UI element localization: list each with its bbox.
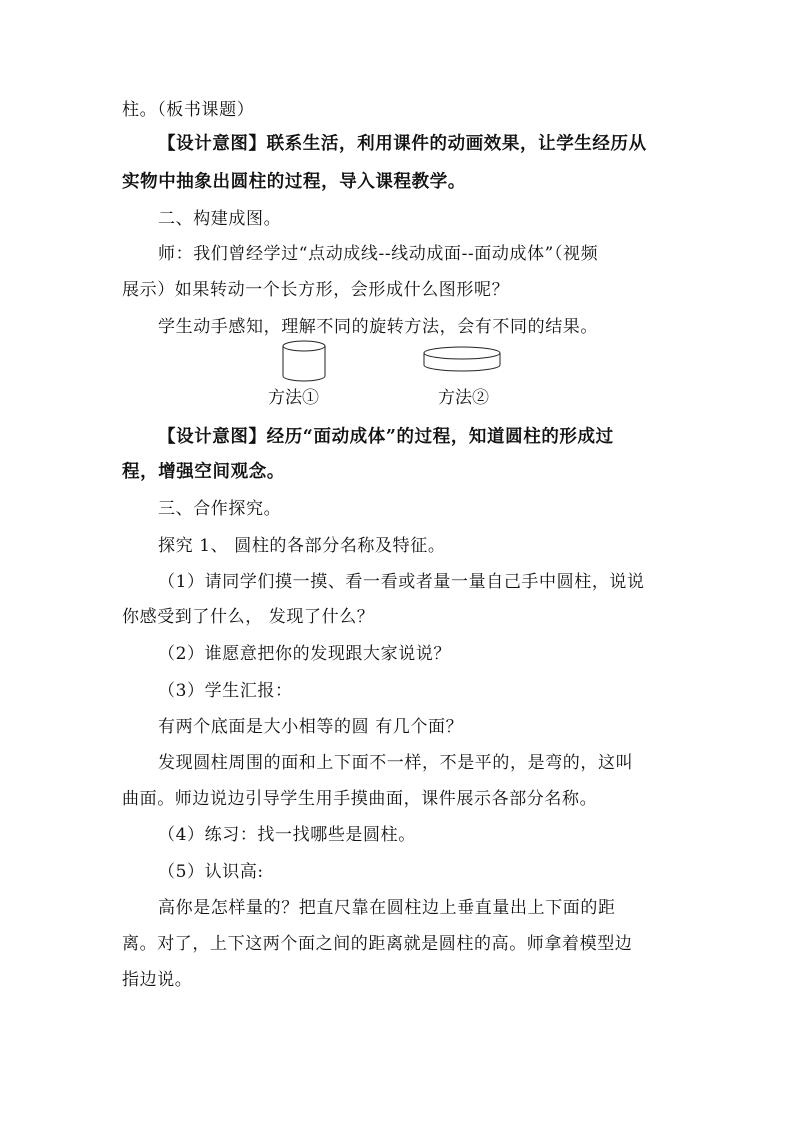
section-heading-2: 二、构建成图。	[158, 209, 282, 229]
design-intent-1: 【设计意图】联系生活，利用课件的动画效果，让学生经历从	[158, 134, 647, 154]
text-line-students: 学生动手感知，理解不同的旋转方法，会有不同的结果。	[158, 317, 598, 337]
design-intent-1-cont: 实物中抽象出圆柱的过程，导入课程教学。	[122, 172, 466, 192]
method-1-label: 方法①	[268, 388, 319, 408]
text-line-question: 展示）如果转动一个长方形，会形成什么图形呢？	[122, 280, 510, 300]
text-line-teacher: 师：我们曾经学过“点动成线--线动成面--面动成体”（视频	[158, 244, 599, 264]
step-4: （4）练习：找一找哪些是圆柱。	[158, 825, 416, 845]
cylinder-figure-method-1	[280, 338, 330, 386]
step-2: （2）谁愿意把你的发现跟大家说说？	[158, 644, 452, 664]
design-intent-2: 【设计意图】经历“面动成体”的过程，知道圆柱的形成过	[158, 427, 614, 447]
section-heading-3: 三、合作探究。	[158, 499, 282, 519]
step-1-cont: 你感受到了什么， 发现了什么？	[122, 607, 375, 627]
step-5-detail-cont: 离。对了，上下这两个面之间的距离就是圆柱的高。师拿着模型边	[122, 934, 633, 954]
text-line-1: 柱。（板书课题）	[122, 100, 255, 120]
explore-1-title: 探究 1、 圆柱的各部分名称及特征。	[158, 536, 446, 556]
step-1: （1）请同学们摸一摸、看一看或者量一量自己手中圆柱，说说	[158, 572, 645, 592]
step-3: （3）学生汇报：	[158, 681, 293, 701]
method-2-label: 方法②	[438, 388, 489, 408]
step-3-detail-2-cont: 曲面。师边说边引导学生用手摸曲面，课件展示各部分名称。	[122, 789, 598, 809]
step-5-detail: 高你是怎样量的？把直尺靠在圆柱边上垂直量出上下面的距	[158, 898, 616, 918]
cylinder-figure-method-2	[420, 345, 504, 377]
step-5-detail-end: 指边说。	[122, 970, 193, 990]
step-3-detail-1: 有两个底面是大小相等的圆 有几个面？	[158, 717, 464, 737]
step-5: （5）认识高:	[158, 862, 264, 882]
step-3-detail-2: 发现圆柱周围的面和上下面不一样，不是平的，是弯的，这叫	[158, 753, 634, 773]
design-intent-2-cont: 程，增强空间观念。	[122, 462, 285, 482]
